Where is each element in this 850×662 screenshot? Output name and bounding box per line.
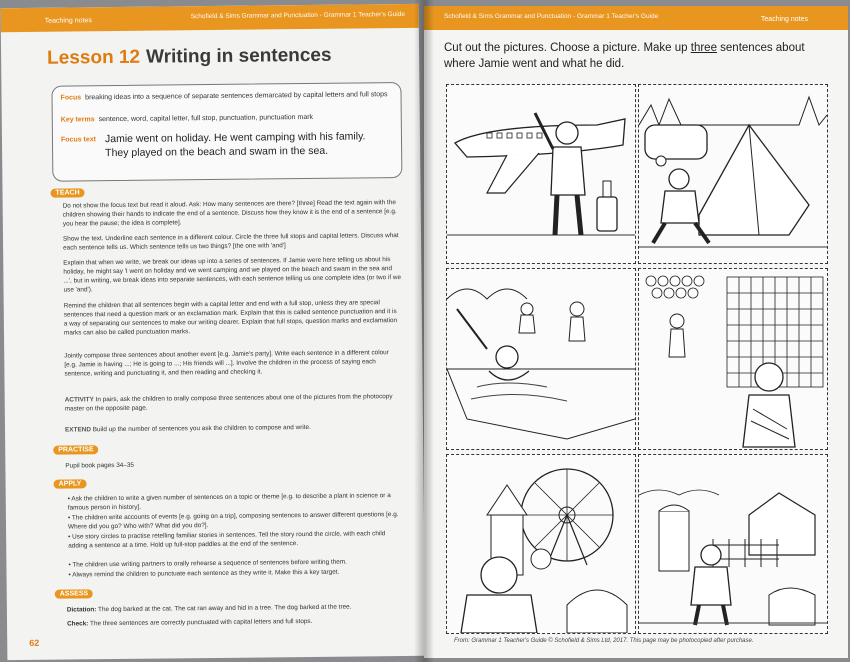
focus-text-line-1: Jamie went on holiday. He went camping with his family. bbox=[104, 130, 366, 146]
right-page bbox=[424, 6, 848, 658]
instruction-text: Cut out the pictures. Choose a picture. Make up three sentences about where Jamie went and what he did. bbox=[444, 42, 805, 70]
swimming-pool-illustration bbox=[447, 269, 635, 449]
apply-item: • The children write accounts of events [e.g. going on a trip], composing sentences to answer different questions [e.g. Where did you go? Who with? What did you do?]. bbox=[67, 511, 399, 531]
football-illustration bbox=[639, 269, 827, 449]
picture-airport[interactable] bbox=[446, 84, 636, 264]
apply-heading: APPLY bbox=[54, 479, 87, 488]
focus-text-label: Focus text bbox=[60, 136, 97, 144]
teach-paragraph-3: Explain that when we write, we break our ideas up into a series of sentences. If Jamie were here telling us about his holiday, he might say 'I went on holiday and we went camping and we played on the beach and swam in the sea and ...', but in writing, we break ideas into separate sentences, with each sentence telling us one complete idea (or two if we use 'and'). bbox=[63, 256, 402, 294]
dictation-row bbox=[67, 602, 405, 615]
activity-text: In pairs, ask the children to orally compose three sentences about one of the pictures from the photocopy master on the opposite page. bbox=[64, 393, 393, 413]
apply-item: • The children use writing partners to orally rehearse a sequence of sentences before writing them. bbox=[68, 558, 347, 569]
focus-row bbox=[60, 90, 390, 102]
teach-paragraph-1: Do not show the focus text but read it aloud. Ask: How many sentences are there? [three] Read the text again with the children showing their hands to indicate the end of a sentence. Discuss how they know it is the end of a sentence [e.g. you hear the pause; the idea is complete]. bbox=[62, 199, 397, 228]
extend-label: EXTEND bbox=[64, 426, 91, 434]
right-header-title: Schofield & Sims Grammar and Punctuation - Grammar 1 Teacher's Guide bbox=[444, 13, 659, 20]
lesson-number: Lesson 12 bbox=[47, 46, 141, 69]
apply-item: • Ask the children to write a given number of sentences on a topic or theme [e.g. to describe a plant in science or a famous person in history]. bbox=[67, 492, 391, 512]
focus-box bbox=[51, 82, 402, 182]
practise-heading: PRACTISE bbox=[53, 445, 98, 454]
key-terms-row bbox=[61, 113, 391, 123]
check-text: The three sentences are correctly punctuated with capital letters and full stops. bbox=[89, 617, 313, 628]
picture-swimming-pool[interactable] bbox=[446, 268, 636, 450]
key-terms-value: sentence, word, capital letter, full stop, punctuation, punctuation mark bbox=[98, 113, 314, 124]
right-header-label: Teaching notes bbox=[760, 16, 808, 23]
key-terms-label: Key terms bbox=[60, 116, 95, 124]
airport-illustration bbox=[447, 85, 635, 263]
teach-paragraph-2: Show the text. Underline each sentence in a different colour. Circle the three full stops and capital letters. Discuss what each sentence tells us. Which sentence tells us two things? [the one with 'and'] bbox=[62, 232, 399, 252]
picture-football[interactable] bbox=[638, 268, 828, 450]
dictation-label: Dictation: bbox=[66, 606, 97, 614]
teach-heading: TEACH bbox=[50, 188, 84, 197]
assess-heading: ASSESS bbox=[55, 589, 93, 598]
left-header-band bbox=[1, 4, 419, 32]
farm-illustration bbox=[639, 455, 827, 633]
page-number: 62 bbox=[29, 637, 40, 648]
left-page bbox=[1, 4, 426, 660]
picture-funfair[interactable] bbox=[446, 454, 636, 634]
teach-paragraph-4: Remind the children that all sentences begin with a capital letter and end with a full stop, unless they are special sentences that need a question mark or an exclamation mark. Explain that this is called sentence punctuation and it is a way of separating our sentences to make our writing clearer. Explain that full stops, question marks and exclamation marks can also be called punctuation marks. bbox=[63, 299, 398, 337]
focus-text-line-2: They played on the beach and swam in the sea. bbox=[105, 144, 329, 160]
focus-label: Focus bbox=[60, 94, 82, 102]
check-label: Check: bbox=[67, 620, 89, 628]
picture-farm[interactable] bbox=[638, 454, 828, 634]
camping-illustration bbox=[639, 85, 827, 263]
book-gutter bbox=[414, 0, 434, 662]
activity-row bbox=[65, 392, 403, 414]
extend-row bbox=[65, 422, 403, 435]
practise-text: Pupil book pages 34–35 bbox=[65, 461, 135, 470]
picture-camping[interactable] bbox=[638, 84, 828, 264]
teach-paragraph-5: Jointly compose three sentences about another event [e.g. Jamie's party]. Write each sentence in a different colour [e.g. Jamie is having ...; He is going to ...; His friends will ...]. Involve the children in the process of saying each sentence, writing and punctuating it, and then reading and checking it. bbox=[64, 349, 389, 378]
activity-label: ACTIVITY bbox=[64, 396, 94, 404]
right-header-band bbox=[424, 6, 848, 30]
focus-text-row bbox=[60, 129, 401, 160]
left-header-label: Teaching notes bbox=[44, 17, 92, 25]
funfair-illustration bbox=[447, 455, 635, 633]
dictation-text: The dog barked at the cat. The cat ran away and hid in a tree. The dog barked at the tree. bbox=[98, 603, 352, 614]
extend-text: Build up the number of sentences you ask the children to compose and write. bbox=[92, 423, 311, 434]
apply-item: • Use story circles to practise retelling familiar stories in sentences. Tell the story round the circle, with each child adding a sentence at a time. Hold up full-stop paddles at the end of the sentence. bbox=[68, 530, 386, 550]
focus-value: breaking ideas into a sequence of separate sentences demarcated by capital letters and full stops bbox=[85, 91, 388, 102]
lesson-name: Writing in sentences bbox=[145, 44, 332, 68]
copyright-footer: From: Grammar 1 Teacher's Guide © Schofield & Sims Ltd, 2017. This page may be photocopied after purchase. bbox=[454, 638, 754, 644]
left-header-title: Schofield & Sims Grammar and Punctuation - Grammar 1 Teacher's Guide bbox=[190, 10, 405, 21]
lesson-title bbox=[47, 45, 332, 70]
instruction-emphasis: three bbox=[690, 42, 717, 54]
apply-item: • Always remind the children to punctuate each sentence as they write it. Make this a key target. bbox=[68, 568, 340, 579]
check-row bbox=[67, 616, 405, 629]
